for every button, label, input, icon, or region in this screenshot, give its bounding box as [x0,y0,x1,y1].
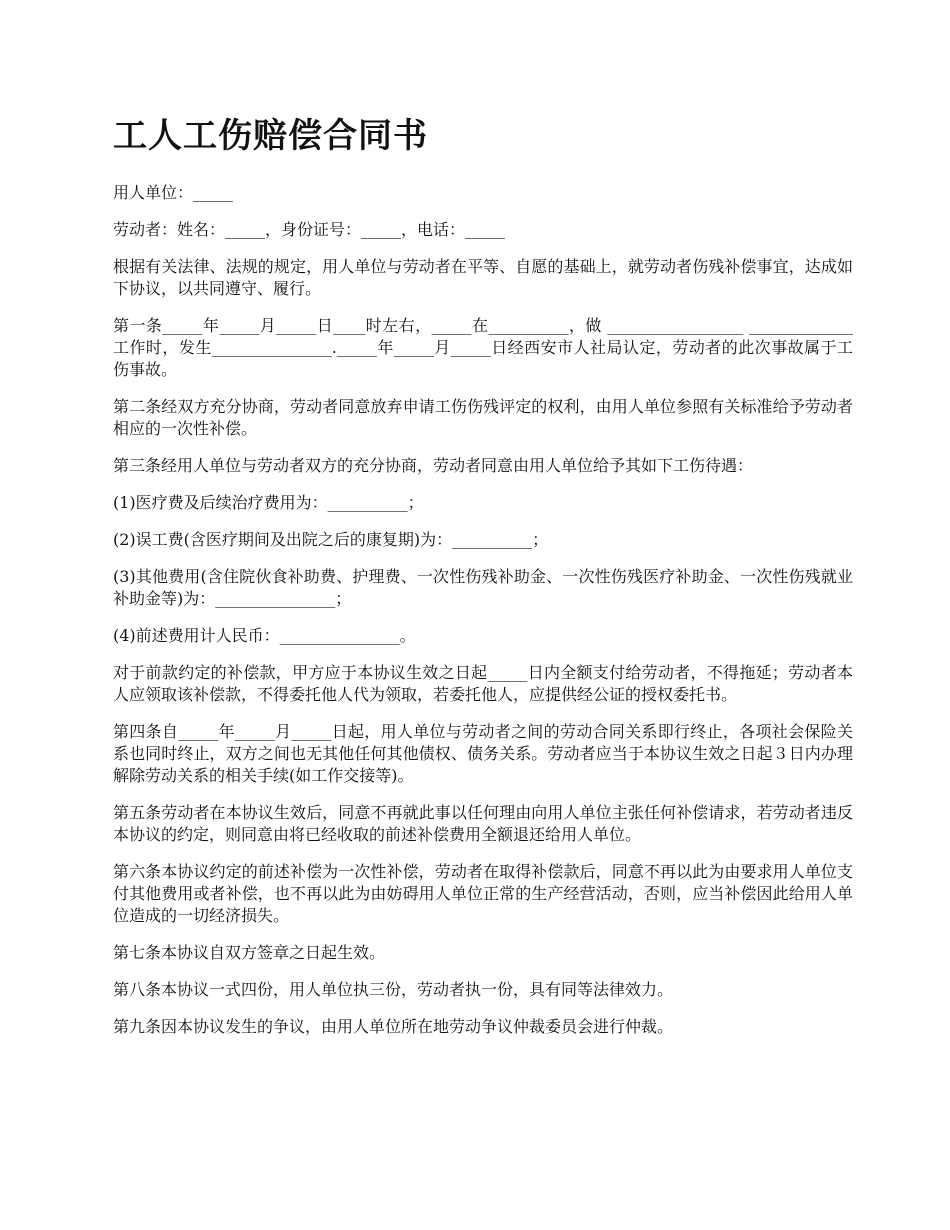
item-total: (4)前述费用计人民币：_______________。 [113,626,416,645]
article-5: 第五条劳动者在本协议生效后，同意不再就此事以任何理由向用人单位主张任何补偿请求，若劳动者违反本协议的约定，则同意由将已经收取的前述补偿费用全额退还给用人单位。 [113,803,853,844]
article-1: 第一条_____年_____月_____日____时左右，_____在__________，做 _________________ _____________工作时，发生_______________._____年_____月_____日经西安市人社局认定，劳动者的此次事故属于工伤事故。 [113,316,853,379]
article-8: 第八条本协议一式四份，用人单位执三份，劳动者执一份，具有同等法律效力。 [113,980,674,999]
paragraph-worker-info: 劳动者：姓名：_____，身份证号：_____，电话：_____ [113,220,506,239]
article-6: 第六条本协议约定的前述补偿为一次性补偿，劳动者在取得补偿款后，同意不再以此为由要求用人单位支付其他费用或者补偿，也不再以此为由妨碍用人单位正常的生产经营活动，否则，应当补偿因此给用人单位造成的一切经济损失。 [113,862,853,925]
item-lost-wages: (2)误工费(含医疗期间及出院之后的康复期)为：__________； [113,530,549,549]
item-other-fees: (3)其他费用(含住院伙食补助费、护理费、一次性伤残补助金、一次性伤残医疗补助金、一次性伤残就业补助金等)为：_______________； [113,567,853,608]
article-7: 第七条本协议自双方签章之日起生效。 [113,943,386,962]
document-page [113,108,853,1053]
paragraph-employer: 用人单位：_____ [113,183,234,202]
document-title: 工人工伤赔偿合同书 [113,116,428,156]
article-4: 第四条自_____年_____月_____日起，用人单位与劳动者之间的劳动合同关系即行终止，各项社会保险关系也同时终止，双方之间也无其他任何其他债权、债务关系。劳动者应当于本协议生效之日起３日内办理解除劳动关系的相关手续(如工作交接等)。 [113,722,853,785]
item-medical-fee: (1)医疗费及后续治疗费用为：__________； [113,493,424,512]
article-9: 第九条因本协议发生的争议，由用人单位所在地劳动争议仲裁委员会进行仲裁。 [113,1017,674,1036]
article-3: 第三条经用人单位与劳动者双方的充分协商，劳动者同意由用人单位给予其如下工伤待遇： [113,456,754,475]
article-2: 第二条经双方充分协商，劳动者同意放弃申请工伤伤残评定的权利，由用人单位参照有关标准给予劳动者相应的一次性补偿。 [113,397,853,438]
paragraph-preamble: 根据有关法律、法规的规定，用人单位与劳动者在平等、自愿的基础上，就劳动者伤残补偿事宜，达成如下协议，以共同遵守、履行。 [113,257,853,298]
paragraph-payment-terms: 对于前款约定的补偿款，甲方应于本协议生效之日起_____日内全额支付给劳动者，不得拖延；劳动者本人应领取该补偿款，不得委托他人代为领取，若委托他人，应提供经公证的授权委托书。 [113,663,853,704]
